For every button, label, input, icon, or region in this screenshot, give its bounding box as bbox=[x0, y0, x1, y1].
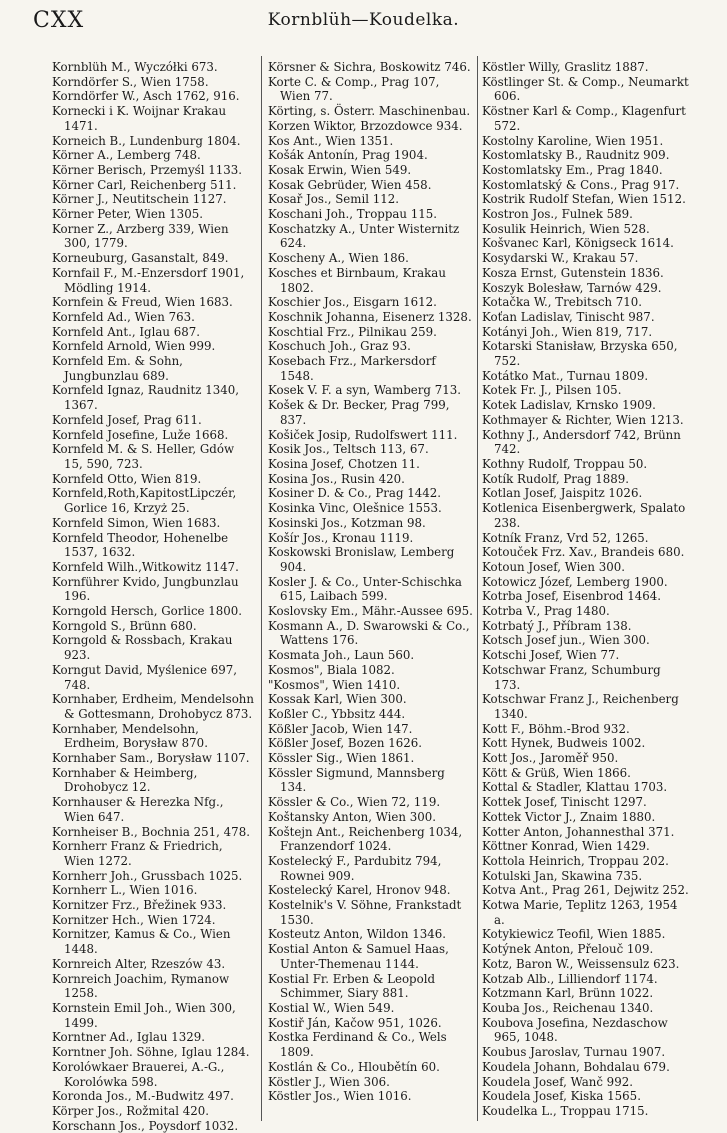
directory-entry: Körper Jos., Rožmital 420. bbox=[52, 1103, 210, 1118]
directory-entry: Kott F., Böhm.-Brod 932. bbox=[482, 721, 630, 736]
directory-entry: Kornführer Kvido, Jungbunzlau 196. bbox=[52, 574, 239, 604]
directory-entry: Košvanec Karl, Königseck 1614. bbox=[482, 236, 674, 251]
directory-entry: Koubus Jaroslav, Turnau 1907. bbox=[482, 1045, 666, 1060]
directory-entry: Kosak Erwin, Wien 549. bbox=[268, 162, 412, 177]
directory-entry: Kostial Anton & Samuel Haas, Unter-Themenau 1144. bbox=[268, 942, 449, 971]
directory-entry: Korntner Ad., Iglau 1329. bbox=[52, 1030, 206, 1045]
directory-entry: Kostrik Rudolf Stefan, Wien 1512. bbox=[482, 192, 686, 207]
directory-entry: Koštejn Ant., Reichenberg 1034, Franzendorf 1024. bbox=[268, 824, 463, 854]
directory-entry: Körner A., Lemberg 748. bbox=[52, 148, 201, 163]
directory-entry: Körner J., Neutitschein 1127. bbox=[52, 192, 227, 207]
directory-entry: Kotrba V., Prag 1480. bbox=[482, 604, 610, 619]
directory-entry: Kotrba Josef, Eisenbrod 1464. bbox=[482, 589, 662, 604]
column-rule bbox=[261, 56, 262, 1121]
directory-entry: Kotwa Marie, Teplitz 1263, 1954 a. bbox=[482, 898, 678, 927]
directory-entry: Koszyk Bolesław, Tarnów 429. bbox=[482, 280, 662, 295]
directory-entry: Koschnik Johanna, Eisenerz 1328. bbox=[268, 309, 472, 324]
directory-entry: Kornfeld Simon, Wien 1683. bbox=[52, 515, 221, 530]
directory-entry: Koronda Jos., M.-Budwitz 497. bbox=[52, 1089, 234, 1104]
directory-entry: Koslovsky Em., Mähr.-Aussee 695. bbox=[268, 604, 473, 619]
directory-entry: Koschuch Joh., Graz 93. bbox=[268, 339, 411, 354]
directory-entry: Korner Z., Arzberg 339, Wien 300, 1779. bbox=[52, 221, 229, 251]
directory-entry: Kostron Jos., Fulnek 589. bbox=[482, 207, 633, 222]
directory-entry: Kotlenica Eisenbergwerk, Spalato 238. bbox=[482, 501, 686, 530]
directory-entry: Kornfeld Ignaz, Raudnitz 1340, 1367. bbox=[52, 383, 239, 413]
directory-entry: Kornfeld,Roth,KapitostLipczér, Gorlice 16, Krzyż 25. bbox=[52, 486, 237, 516]
directory-entry: Kotschi Josef, Wien 77. bbox=[482, 648, 620, 663]
directory-entry: Koskowski Bronislaw, Lemberg 904. bbox=[268, 545, 455, 574]
directory-entry: Kotoun Josef, Wien 300. bbox=[482, 559, 625, 574]
directory-entry: Köstner Karl & Comp., Klagenfurt 572. bbox=[482, 104, 686, 133]
directory-entry: Koštansky Anton, Wien 300. bbox=[268, 809, 436, 824]
directory-entry: Kosmann A., D. Swarowski & Co., Wattens 176. bbox=[268, 618, 470, 648]
directory-entry: Kosinski Jos., Kotzman 98. bbox=[268, 515, 426, 530]
directory-entry: Kothmayer & Richter, Wien 1213. bbox=[482, 412, 684, 427]
directory-column-3 bbox=[482, 60, 690, 1120]
directory-entry: Kostiř Ján, Kačow 951, 1026. bbox=[268, 1015, 442, 1030]
directory-entry: Kostelecký F., Pardubitz 794, Rownei 909. bbox=[268, 853, 442, 883]
directory-entry: Kostial Fr. Erben & Leopold Schimmer, Siary 881. bbox=[268, 971, 436, 1001]
directory-entry: Korneich B., Lundenburg 1804. bbox=[52, 133, 241, 148]
directory-entry: Košír Jos., Kronau 1119. bbox=[268, 530, 414, 545]
directory-entry: Korndörfer S., Wien 1758. bbox=[52, 74, 209, 89]
directory-entry: Kostomlatský & Cons., Prag 917. bbox=[482, 177, 680, 192]
directory-entry: Kornfeld Ant., Iglau 687. bbox=[52, 324, 200, 339]
directory-entry: Kott Jos., Jaroměř 950. bbox=[482, 751, 619, 766]
directory-entry: Körsner & Sichra, Boskowitz 746. bbox=[268, 60, 471, 74]
directory-entry: Kornfeld Arnold, Wien 999. bbox=[52, 339, 216, 354]
directory-entry: Kottek Victor J., Znaim 1880. bbox=[482, 809, 656, 824]
directory-entry: Kouba Jos., Reichenau 1340. bbox=[482, 1001, 654, 1015]
directory-entry: Kosteutz Anton, Wildon 1346. bbox=[268, 927, 446, 942]
page-number: CXX bbox=[33, 8, 85, 33]
directory-entry: Koschatzky A., Unter Wisternitz 624. bbox=[268, 221, 460, 251]
directory-entry: Köttner Konrad, Wien 1429. bbox=[482, 839, 650, 854]
directory-entry: Kosmata Joh., Laun 560. bbox=[268, 648, 415, 663]
directory-entry: Kostolny Karoline, Wien 1951. bbox=[482, 133, 664, 148]
directory-entry: Kostka Ferdinand & Co., Wels 1809. bbox=[268, 1030, 447, 1060]
directory-entry: Kosebach Frz., Markersdorf 1548. bbox=[268, 354, 436, 383]
directory-entry: Kornfeld Wilh.,Witkowitz 1147. bbox=[52, 559, 239, 574]
directory-entry: Koudelka L., Troppau 1715. bbox=[482, 1103, 649, 1118]
directory-entry: Kotzmann Karl, Brünn 1022. bbox=[482, 986, 654, 1001]
directory-entry: Kornfein & Freud, Wien 1683. bbox=[52, 295, 233, 310]
directory-entry: Kossak Karl, Wien 300. bbox=[268, 692, 407, 707]
directory-entry: Kotányi Joh., Wien 819, 717. bbox=[482, 324, 653, 339]
directory-entry: Kosař Jos., Semil 112. bbox=[268, 192, 400, 207]
directory-entry: Kornstein Emil Joh., Wien 300, 1499. bbox=[52, 1001, 236, 1030]
directory-entry: Koschtial Frz., Pilnikau 259. bbox=[268, 324, 437, 339]
directory-entry: Kornhauser & Herezka Nfg., Wien 647. bbox=[52, 795, 224, 824]
directory-entry: Kosina Josef, Chotzen 11. bbox=[268, 456, 420, 471]
directory-entry: Kosza Ernst, Gutenstein 1836. bbox=[482, 265, 664, 280]
directory-entry: Kotykiewicz Teofil, Wien 1885. bbox=[482, 927, 666, 942]
directory-entry: Kotulski Jan, Skawina 735. bbox=[482, 868, 643, 883]
directory-entry: Kött & Grüß, Wien 1866. bbox=[482, 765, 631, 780]
directory-entry: Kornhaber, Mendelsohn, Erdheim, Borysław 870. bbox=[52, 721, 208, 751]
directory-entry: Kornheiser B., Bochnia 251, 478. bbox=[52, 824, 250, 839]
directory-entry: Köstler Jos., Wien 1016. bbox=[268, 1089, 412, 1104]
directory-entry: Kornherr L., Wien 1016. bbox=[52, 883, 198, 898]
directory-entry: Kornfeld Otto, Wien 819. bbox=[52, 471, 202, 486]
directory-entry: Kornfeld M. & S. Heller, Gdów 15, 590, 723. bbox=[52, 442, 235, 471]
directory-entry: Kott Hynek, Budweis 1002. bbox=[482, 736, 646, 751]
directory-entry: Kotter Anton, Johannesthal 371. bbox=[482, 824, 675, 839]
directory-entry: Kotník Franz, Vrd 52, 1265. bbox=[482, 530, 649, 545]
directory-entry: Koscheny A., Wien 186. bbox=[268, 251, 409, 266]
directory-entry: Korngold S., Brünn 680. bbox=[52, 618, 197, 633]
directory-entry: Korolówkaer Brauerei, A.-G., Korolówka 598. bbox=[52, 1059, 225, 1089]
directory-entry: Kössler Sigmund, Mannsberg 134. bbox=[268, 765, 445, 795]
directory-entry: Korngold Hersch, Gorlice 1800. bbox=[52, 604, 243, 619]
directory-entry: Koubova Josefina, Nezdaschow 965, 1048. bbox=[482, 1015, 668, 1045]
directory-entry: Korndörfer W., Asch 1762, 916. bbox=[52, 89, 240, 104]
directory-entry: Kosler J. & Co., Unter-Schischka 615, Laibach 599. bbox=[268, 574, 462, 604]
directory-entry: Kornfeld Em. & Sohn, Jungbunzlau 689. bbox=[52, 354, 183, 383]
directory-entry: Kostial W., Wien 549. bbox=[268, 1001, 395, 1015]
directory-entry: Kössler & Co., Wien 72, 119. bbox=[268, 795, 441, 810]
directory-entry: Kotek Fr. J., Pilsen 105. bbox=[482, 383, 622, 398]
directory-entry: Kosiner D. & Co., Prag 1442. bbox=[268, 486, 442, 501]
directory-entry: Kostelnik's V. Söhne, Frankstadt 1530. bbox=[268, 898, 462, 927]
directory-entry: Kornitzer, Kamus & Co., Wien 1448. bbox=[52, 927, 231, 957]
directory-entry: Kosak Gebrüder, Wien 458. bbox=[268, 177, 432, 192]
directory-entry: Koßler C., Ybbsitz 444. bbox=[268, 706, 406, 721]
running-head: Kornblüh—Koudelka. bbox=[267, 10, 460, 30]
directory-entry: Kornitzer Hch., Wien 1724. bbox=[52, 912, 216, 927]
directory-column-2 bbox=[268, 60, 473, 1120]
directory-entry: Kos Ant., Wien 1351. bbox=[268, 133, 394, 148]
directory-entry: Kotva Ant., Prag 261, Dejwitz 252. bbox=[482, 883, 689, 898]
directory-entry: Kothny Rudolf, Troppau 50. bbox=[482, 456, 648, 471]
directory-entry: Kotschwar Franz J., Reichenberg 1340. bbox=[482, 692, 679, 721]
directory-entry: Košek & Dr. Becker, Prag 799, 837. bbox=[268, 398, 450, 427]
directory-entry: Kottal & Stadler, Klattau 1703. bbox=[482, 780, 668, 795]
directory-entry: Kößler Josef, Bozen 1626. bbox=[268, 736, 423, 751]
directory-entry: Korneuburg, Gasanstalt, 849. bbox=[52, 251, 229, 266]
directory-entry: Koschani Joh., Troppau 115. bbox=[268, 207, 438, 222]
directory-entry: Köstler Willy, Graslitz 1887. bbox=[482, 60, 649, 74]
directory-entry: Kothny J., Andersdorf 742, Brünn 742. bbox=[482, 427, 681, 457]
directory-entry: Kosches et Birnbaum, Krakau 1802. bbox=[268, 265, 446, 295]
directory-entry: Kornfeld Ad., Wien 763. bbox=[52, 309, 195, 324]
directory-entry: Korntner Joh. Söhne, Iglau 1284. bbox=[52, 1045, 250, 1060]
directory-entry: Kostlán & Co., Hloubětín 60. bbox=[268, 1059, 440, 1074]
directory-entry: Kotík Rudolf, Prag 1889. bbox=[482, 471, 630, 486]
directory-entry: Kottola Heinrich, Troppau 202. bbox=[482, 853, 669, 868]
directory-entry: Korngold & Rossbach, Krakau 923. bbox=[52, 633, 233, 663]
directory-entry: Kornhaber Sam., Borysław 1107. bbox=[52, 751, 250, 766]
directory-entry: Kostomlatsky Em., Prag 1840. bbox=[482, 162, 663, 177]
directory-entry: Kotrbatý J., Příbram 138. bbox=[482, 618, 632, 633]
directory-entry: Kottek Josef, Tinischt 1297. bbox=[482, 795, 647, 810]
directory-entry: Kosydarski W., Krakau 57. bbox=[482, 251, 639, 266]
directory-entry: Kornitzer Frz., Břežinek 933. bbox=[52, 898, 227, 913]
directory-entry: Košák Antonín, Prag 1904. bbox=[268, 148, 428, 163]
directory-entry: Kornfail F., M.-Enzersdorf 1901, Mödling 1914. bbox=[52, 265, 245, 295]
directory-entry: Kornreich Joachim, Rymanow 1258. bbox=[52, 971, 230, 1001]
directory-entry: Körner Peter, Wien 1305. bbox=[52, 207, 203, 222]
directory-entry: Kornreich Alter, Rzeszów 43. bbox=[52, 956, 226, 971]
directory-entry: Kostomlatsky B., Raudnitz 909. bbox=[482, 148, 670, 163]
directory-entry: Kornecki i K. Woijnar Krakau 1471. bbox=[52, 104, 227, 133]
directory-entry: Kotouček Frz. Xav., Brandeis 680. bbox=[482, 545, 685, 560]
directory-entry: Košiček Josip, Rudolfswert 111. bbox=[268, 427, 458, 442]
directory-entry: Korzen Wiktor, Brzozdowce 934. bbox=[268, 118, 463, 133]
directory-entry: Koťan Ladislav, Tinischt 987. bbox=[482, 309, 655, 324]
directory-entry: Körner Berisch, Przemyśl 1133. bbox=[52, 162, 243, 177]
directory-entry: Kotowicz Józef, Lemberg 1900. bbox=[482, 574, 668, 589]
directory-column-1 bbox=[52, 60, 255, 1133]
directory-entry: Kornfeld Theodor, Hohenelbe 1537, 1632. bbox=[52, 530, 229, 560]
directory-entry: Kostelecký Karel, Hronov 948. bbox=[268, 883, 451, 898]
directory-entry: Körner Carl, Reichenberg 511. bbox=[52, 177, 237, 192]
directory-entry: Kotlan Josef, Jaispitz 1026. bbox=[482, 486, 643, 501]
directory-entry: Kornfeld Josefine, Luže 1668. bbox=[52, 427, 229, 442]
directory-entry: Körting, s. Österr. Maschinenbau. bbox=[268, 104, 471, 119]
directory-entry: Koschier Jos., Eisgarn 1612. bbox=[268, 295, 437, 310]
directory-entry: Korte C. & Comp., Prag 107, Wien 77. bbox=[268, 74, 440, 104]
directory-entry: Kornfeld Josef, Prag 611. bbox=[52, 412, 202, 427]
directory-entry: Kornherr Franz & Friedrich, Wien 1272. bbox=[52, 839, 223, 868]
directory-entry: Kornhaber, Erdheim, Mendelsohn & Gottesmann, Drohobycz 873. bbox=[52, 692, 254, 721]
directory-entry: Kosina Jos., Rusin 420. bbox=[268, 471, 405, 486]
directory-entry: Korngut David, Myślenice 697, 748. bbox=[52, 662, 237, 692]
directory-entry: Kornblüh M., Wyczółki 673. bbox=[52, 60, 218, 74]
directory-entry: Kosinka Vinc, Olešnice 1553. bbox=[268, 501, 442, 516]
directory-entry: Kornherr Joh., Grussbach 1025. bbox=[52, 868, 243, 883]
directory-entry: Koudela Johann, Bohdalau 679. bbox=[482, 1059, 670, 1074]
directory-entry: Kotz, Baron W., Weissensulz 623. bbox=[482, 956, 680, 971]
directory-entry: Kößler Jacob, Wien 147. bbox=[268, 721, 413, 736]
directory-entry: "Kosmos", Wien 1410. bbox=[268, 677, 401, 692]
directory-entry: Kosik Jos., Teltsch 113, 67. bbox=[268, 442, 429, 457]
column-rule bbox=[477, 56, 478, 1121]
directory-entry: Kotačka W., Trebitsch 710. bbox=[482, 295, 643, 310]
directory-entry: Kotzab Alb., Lilliendorf 1174. bbox=[482, 971, 658, 986]
directory-entry: Kotsch Josef jun., Wien 300. bbox=[482, 633, 650, 648]
directory-entry: Köstlinger St. & Comp., Neumarkt 606. bbox=[482, 74, 689, 104]
directory-entry: Kornhaber & Heimberg, Drohobycz 12. bbox=[52, 765, 198, 795]
directory-entry: Kotek Ladislav, Krnsko 1909. bbox=[482, 398, 656, 413]
directory-entry: Kosek V. F. a syn, Wamberg 713. bbox=[268, 383, 461, 398]
directory-entry: Kotschwar Franz, Schumburg 173. bbox=[482, 662, 661, 692]
directory-entry: Koudela Josef, Kiska 1565. bbox=[482, 1089, 641, 1104]
directory-entry: Kössler Sig., Wien 1861. bbox=[268, 751, 415, 766]
directory-entry: Kosmos", Biala 1082. bbox=[268, 662, 395, 677]
directory-entry: Kotýnek Anton, Přelouč 109. bbox=[482, 942, 654, 957]
directory-entry: Köstler J., Wien 306. bbox=[268, 1074, 390, 1089]
directory-entry: Korschann Jos., Poysdorf 1032. bbox=[52, 1118, 239, 1133]
directory-entry: Kosulik Heinrich, Wien 528. bbox=[482, 221, 650, 236]
directory-entry: Kotátko Mat., Turnau 1809. bbox=[482, 368, 649, 383]
directory-entry: Kotarski Stanisław, Brzyska 650, 752. bbox=[482, 339, 678, 369]
directory-entry: Koudela Josef, Wanč 992. bbox=[482, 1074, 633, 1089]
